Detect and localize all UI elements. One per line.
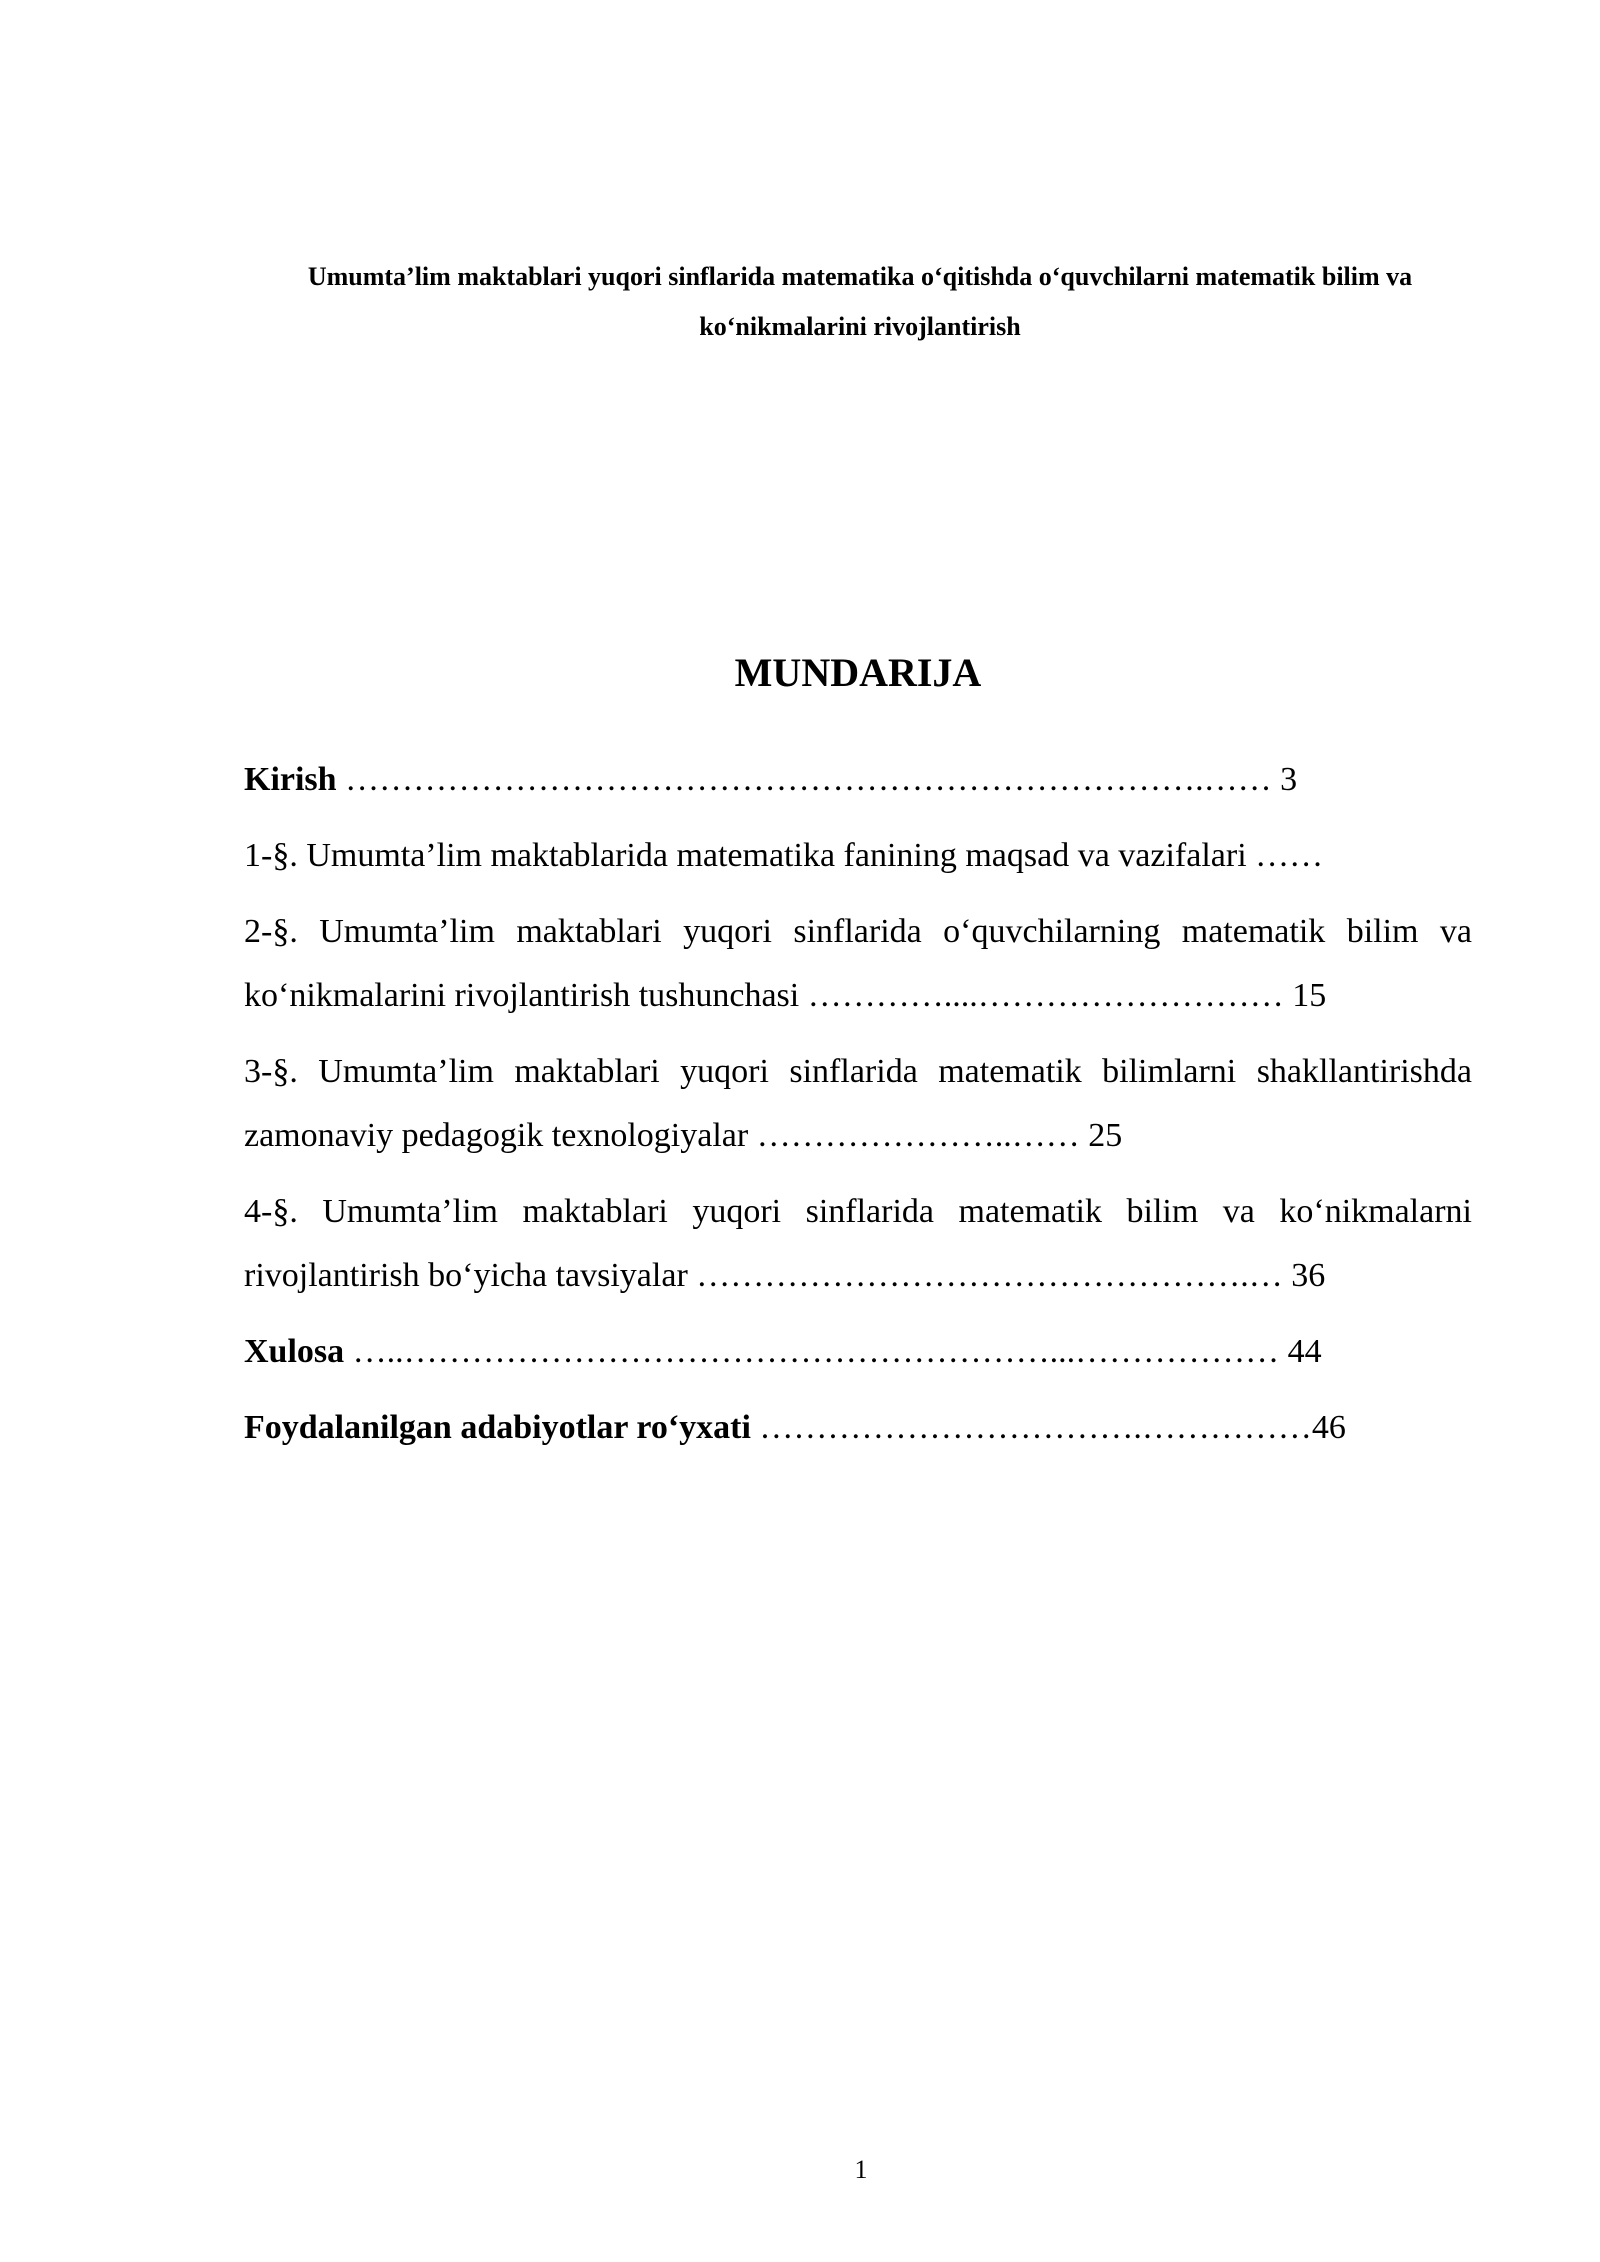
toc-entry-label: Xulosa — [244, 1333, 345, 1370]
toc-entry-leader-page: …… — [1246, 837, 1324, 874]
toc-entry-leader-page: …………....……………………… 15 — [799, 977, 1327, 1014]
toc-entry-bibliography — [244, 1396, 1472, 1460]
toc-entry-section-3 — [244, 1040, 1472, 1168]
toc-entry-leader-page: ………………………………………………………………….…… 3 — [336, 761, 1298, 798]
toc-entry-label: Foydalanilgan adabiyotlar ro‘yxati — [244, 1409, 751, 1446]
toc-entry-label: 3-§. Umumta’lim maktablari yuqori sinflarida matematik bilimlarni shakllantirishda zamonaviy pedagogik texnologiyalar — [244, 1053, 1472, 1154]
toc-entry-label: 2-§. Umumta’lim maktablari yuqori sinflarida o‘quvchilarning matematik bilim va ko‘nikmalarini rivojlantirish tushunchasi — [244, 913, 1472, 1014]
table-of-contents — [244, 748, 1472, 1472]
toc-entry-kirish — [244, 748, 1472, 812]
toc-heading: MUNDARIJA — [734, 650, 982, 695]
toc-entry-leader-page: …………………..…… 25 — [748, 1117, 1123, 1154]
toc-entry-section-2 — [244, 900, 1472, 1028]
toc-entry-label: 1-§. Umumta’lim maktablarida matematika fanining maqsad va vazifalari — [244, 837, 1247, 874]
toc-entry-label: Kirish — [244, 761, 337, 798]
page-number: 1 — [854, 2155, 868, 2184]
toc-entry-leader-page: …………………………….……………46 — [750, 1409, 1346, 1446]
document-title: Umumta’lim maktablari yuqori sinflarida matematika o‘qitishda o‘quvchilarni matematik bilim va ko‘nikmalarini rivojlantirish — [307, 262, 1413, 341]
toc-entry-leader-page: ………………………………………….… 36 — [687, 1257, 1326, 1294]
toc-entry-xulosa — [244, 1320, 1472, 1384]
toc-entry-section-1 — [244, 824, 1472, 888]
toc-entry-leader-page: …..…………………………………………………...……………… 44 — [344, 1333, 1322, 1370]
toc-entry-label: 4-§. Umumta’lim maktablari yuqori sinflarida matematik bilim va ko‘nikmalarni rivojlantirish bo‘yicha tavsiyalar — [244, 1193, 1472, 1294]
toc-entry-section-4 — [244, 1180, 1472, 1308]
